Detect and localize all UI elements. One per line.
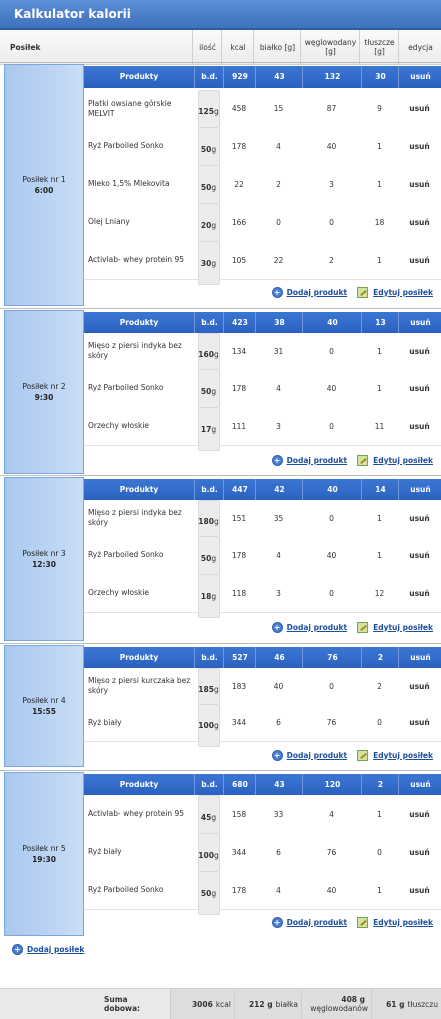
product-carbs: 40: [326, 885, 337, 895]
meal-time: 9:30: [34, 393, 54, 402]
totals-fat: 13: [361, 312, 399, 334]
amount-cell: [194, 833, 223, 871]
edit-meal-button[interactable]: [347, 750, 433, 761]
product-fat: 1: [377, 550, 382, 560]
pencil-icon: [357, 917, 368, 928]
amount-unit: g: [211, 591, 217, 601]
product-protein: 4: [276, 383, 281, 393]
product-name: Ryż Parboiled Sonko: [88, 550, 164, 559]
meal-totals-row: [84, 774, 441, 796]
product-kcal: 151: [231, 513, 247, 523]
product-row: [84, 165, 441, 204]
plus-icon: +: [272, 287, 283, 298]
totals-carbs: 40: [302, 479, 362, 501]
product-fat: 1: [377, 383, 382, 393]
add-product-label: Dodaj produkt: [286, 917, 348, 927]
product-fat: 0: [377, 847, 382, 857]
meal-label-panel: [4, 310, 84, 474]
meal-actions: [272, 284, 433, 300]
add-product-label: Dodaj produkt: [286, 622, 348, 632]
product-protein: 4: [276, 141, 281, 151]
amount-cell: [194, 90, 223, 127]
delete-product-link[interactable]: usuń: [409, 141, 430, 151]
product-protein: 3: [276, 421, 281, 431]
amount-value: 30: [200, 258, 212, 268]
product-row: [84, 795, 441, 834]
amount-cell: [194, 241, 223, 279]
meal-separator: [0, 475, 441, 476]
amount-unit: g: [211, 144, 217, 154]
meal-separator: [0, 770, 441, 771]
product-kcal: 118: [231, 588, 247, 598]
edit-meal-label: Edytuj posiłek: [373, 287, 433, 297]
totals-label: Produkty: [119, 780, 159, 789]
meal-totals-row: [84, 66, 441, 88]
header-meal: Posiłek: [10, 42, 41, 52]
plus-icon: +: [272, 750, 283, 761]
totals-del[interactable]: usuń: [398, 774, 441, 796]
pencil-icon: [357, 750, 368, 761]
totals-fat: 2: [361, 774, 399, 796]
amount-unit: g: [213, 516, 219, 526]
delete-product-link[interactable]: usuń: [409, 588, 430, 598]
amount-cell: [194, 407, 223, 445]
product-protein: 6: [276, 847, 281, 857]
add-meal-label: Dodaj posiłek: [27, 945, 85, 954]
totals-protein: 42: [255, 479, 303, 501]
totals-protein: 43: [255, 66, 303, 88]
product-protein: 6: [276, 718, 281, 727]
summary-fat-unit: tłuszczu: [407, 999, 438, 1009]
delete-product-link[interactable]: usuń: [409, 718, 430, 727]
totals-amount: b.d.: [194, 66, 224, 88]
amount-field[interactable]: [198, 407, 220, 451]
product-fat: 12: [374, 588, 385, 598]
amount-cell: [194, 203, 223, 241]
meal-time: 6:00: [34, 186, 54, 195]
delete-product-link[interactable]: usuń: [409, 255, 430, 265]
amount-cell: [194, 127, 223, 165]
add-product-label: Dodaj produkt: [286, 287, 348, 297]
product-row: [84, 500, 441, 537]
totals-amount: b.d.: [194, 774, 224, 796]
product-kcal: 183: [231, 681, 247, 691]
meal-label-panel: [4, 477, 84, 641]
product-fat: 1: [377, 885, 382, 895]
amount-value: 100: [198, 721, 214, 730]
amount-unit: g: [211, 386, 217, 396]
product-protein: 2: [276, 179, 281, 189]
totals-del[interactable]: usuń: [398, 647, 441, 669]
amount-unit: g: [213, 349, 219, 359]
totals-del[interactable]: usuń: [398, 479, 441, 501]
totals-protein: 46: [255, 647, 303, 669]
product-name: Ryż biały: [88, 717, 122, 727]
summary-fat-value: 61 g: [386, 999, 405, 1009]
product-kcal: 134: [231, 346, 247, 356]
totals-amount: b.d.: [194, 647, 224, 669]
meal-actions: [272, 619, 433, 635]
product-fat: 1: [377, 179, 382, 189]
summary-carbs-unit: węglowodanów: [310, 1004, 368, 1013]
meal-name: Posiłek nr 1: [22, 175, 66, 184]
product-fat: 1: [377, 255, 382, 265]
edit-meal-label: Edytuj posiłek: [373, 750, 433, 760]
totals-label: Produkty: [119, 485, 159, 494]
amount-value: 18: [200, 591, 212, 601]
product-kcal: 178: [231, 383, 247, 393]
product-carbs: 0: [329, 513, 334, 523]
product-row: [84, 203, 441, 242]
product-carbs: 0: [329, 681, 334, 691]
amount-cell: [194, 333, 223, 369]
product-protein: 31: [273, 346, 284, 356]
summary-protein: [234, 989, 302, 1019]
add-product-button[interactable]: [272, 455, 348, 466]
header-protein: białko [g]: [253, 30, 301, 64]
totals-label: Produkty: [119, 318, 159, 327]
header-edit: edycja: [398, 30, 441, 64]
totals-kcal: 527: [223, 647, 256, 669]
amount-unit: g: [213, 850, 219, 860]
amount-value: 20: [200, 220, 212, 230]
product-carbs: 40: [326, 383, 337, 393]
delete-product-link[interactable]: usuń: [409, 550, 430, 560]
product-carbs: 2: [329, 255, 334, 265]
header-carbs: węglowodany [g]: [300, 30, 360, 64]
meal-time: 19:30: [32, 855, 56, 864]
product-name: Orzechy włoskie: [88, 588, 150, 597]
edit-meal-button[interactable]: [347, 287, 433, 298]
amount-value: 185: [198, 684, 214, 694]
product-kcal: 166: [231, 217, 247, 227]
pencil-icon: [357, 455, 368, 466]
product-carbs: 40: [326, 141, 337, 151]
amount-unit: g: [213, 684, 219, 694]
totals-kcal: 929: [223, 66, 256, 88]
amount-unit: g: [211, 812, 217, 822]
summary-kcal-value: 3006: [191, 999, 213, 1009]
product-protein: 33: [273, 809, 284, 819]
product-fat: 1: [377, 809, 382, 819]
add-product-label: Dodaj produkt: [286, 750, 348, 760]
product-name: Ryż biały: [88, 847, 122, 856]
summary-protein-value: 212 g: [248, 999, 273, 1009]
amount-cell: [194, 704, 223, 741]
edit-meal-label: Edytuj posiłek: [373, 622, 433, 632]
delete-product-link[interactable]: usuń: [409, 513, 430, 523]
pencil-icon: [357, 622, 368, 633]
product-protein: 4: [276, 550, 281, 560]
amount-value: 17: [200, 424, 212, 434]
meal-label-panel: [4, 645, 84, 767]
plus-icon: +: [12, 944, 23, 955]
add-meal-button[interactable]: [12, 944, 84, 955]
edit-meal-button[interactable]: [347, 622, 433, 633]
totals-label: Produkty: [119, 72, 159, 81]
delete-product-link[interactable]: usuń: [409, 104, 430, 113]
add-product-button[interactable]: [272, 622, 348, 633]
amount-cell: [194, 795, 223, 833]
meal-actions: [272, 914, 433, 930]
product-name: Activlab- whey protein 95: [88, 809, 185, 818]
amount-value: 50: [200, 553, 212, 563]
totals-carbs: 40: [302, 312, 362, 334]
edit-meal-label: Edytuj posiłek: [373, 455, 433, 465]
product-kcal: 458: [231, 104, 247, 113]
summary-kcal: [170, 989, 235, 1019]
amount-field[interactable]: [198, 574, 220, 618]
totals-fat: 2: [361, 647, 399, 669]
meal-time: 15:55: [32, 707, 56, 716]
product-protein: 3: [276, 588, 281, 598]
product-kcal: 344: [231, 847, 247, 857]
header-kcal: kcal: [221, 30, 254, 64]
add-product-label: Dodaj produkt: [286, 455, 348, 465]
product-kcal: 178: [231, 550, 247, 560]
amount-cell: [194, 536, 223, 574]
product-name: Mleko 1,5% Mlekovita: [88, 179, 170, 188]
product-name: Olej Lniany: [88, 217, 130, 226]
product-row: [84, 536, 441, 575]
amount-cell: [194, 574, 223, 612]
daily-summary: [0, 988, 441, 1019]
product-fat: 1: [377, 141, 382, 151]
product-kcal: 22: [234, 179, 244, 189]
delete-product-link[interactable]: usuń: [409, 885, 430, 895]
totals-fat: 30: [361, 66, 399, 88]
app-title: Kalkulator kalorii: [0, 0, 441, 30]
product-carbs: 0: [329, 217, 334, 227]
meal-totals-row: [84, 312, 441, 334]
totals-del[interactable]: usuń: [398, 66, 441, 88]
product-row: [84, 90, 441, 128]
amount-field[interactable]: [198, 871, 220, 915]
product-fat: 2: [377, 681, 382, 691]
amount-cell: [194, 369, 223, 407]
product-row: [84, 333, 441, 370]
product-protein: 4: [276, 885, 281, 895]
product-row: [84, 241, 441, 280]
product-carbs: 0: [329, 346, 334, 356]
edit-meal-button[interactable]: [347, 455, 433, 466]
delete-product-link[interactable]: usuń: [409, 809, 430, 819]
amount-cell: [194, 668, 223, 704]
product-fat: 9: [377, 104, 382, 113]
product-fat: 11: [374, 421, 385, 431]
product-fat: 1: [377, 346, 382, 356]
meal-label-panel: [4, 772, 84, 936]
meal-name: Posiłek nr 4: [22, 696, 66, 705]
pencil-icon: [357, 287, 368, 298]
table-header: [0, 30, 441, 65]
product-protein: 15: [273, 104, 284, 113]
product-fat: 18: [374, 217, 385, 227]
product-name: Mięso z piersi indyka bez skóry: [88, 341, 182, 360]
product-name: Ryż Parboiled Sonko: [88, 141, 164, 150]
product-row: [84, 833, 441, 872]
product-fat: 0: [377, 718, 382, 727]
totals-amount: b.d.: [194, 312, 224, 334]
totals-kcal: 423: [223, 312, 256, 334]
amount-cell: [194, 165, 223, 203]
product-kcal: 105: [231, 255, 247, 265]
product-protein: 22: [273, 255, 284, 265]
delete-product-link[interactable]: usuń: [409, 847, 430, 857]
product-carbs: 40: [326, 550, 337, 560]
product-kcal: 344: [231, 718, 247, 727]
amount-unit: g: [211, 888, 217, 898]
product-row: [84, 871, 441, 910]
product-kcal: 158: [231, 809, 247, 819]
amount-value: 50: [200, 182, 212, 192]
amount-unit: g: [211, 553, 217, 563]
meal-separator: [0, 643, 441, 644]
header-fat: tłuszcze [g]: [359, 30, 399, 64]
meal-totals-row: [84, 479, 441, 501]
product-carbs: 76: [326, 847, 337, 857]
edit-meal-label: Edytuj posiłek: [373, 917, 433, 927]
product-carbs: 4: [329, 809, 334, 819]
meal-time: 12:30: [32, 560, 56, 569]
meal-separator: [0, 308, 441, 309]
product-kcal: 111: [231, 421, 247, 431]
delete-product-link[interactable]: usuń: [409, 179, 430, 189]
delete-product-link[interactable]: usuń: [409, 346, 430, 356]
totals-carbs: 120: [302, 774, 362, 796]
amount-cell: [194, 500, 223, 536]
product-name: Płatki owsiane górskie MELVIT: [88, 98, 172, 118]
product-carbs: 0: [329, 421, 334, 431]
summary-label: Suma dobowa:: [104, 995, 141, 1013]
meal-name: Posiłek nr 3: [22, 549, 66, 558]
totals-protein: 43: [255, 774, 303, 796]
meal-name: Posiłek nr 2: [22, 382, 66, 391]
product-protein: 40: [273, 681, 284, 691]
product-row: [84, 574, 441, 613]
totals-carbs: 76: [302, 647, 362, 669]
delete-product-link[interactable]: usuń: [409, 681, 430, 691]
product-protein: 0: [276, 217, 281, 227]
amount-unit: g: [213, 107, 219, 116]
product-name: Ryż Parboiled Sonko: [88, 383, 164, 392]
summary-fat: [371, 989, 441, 1019]
totals-del[interactable]: usuń: [398, 312, 441, 334]
add-product-button[interactable]: [272, 917, 348, 928]
meal-label-panel: [4, 64, 84, 306]
amount-unit: g: [213, 721, 219, 730]
amount-unit: g: [211, 258, 217, 268]
add-product-button[interactable]: [272, 750, 348, 761]
amount-value: 180: [198, 516, 214, 526]
totals-carbs: 132: [302, 66, 362, 88]
product-protein: 35: [273, 513, 284, 523]
amount-value: 50: [200, 144, 212, 154]
header-amount: ilość: [192, 30, 222, 64]
product-carbs: 3: [329, 179, 334, 189]
product-carbs: 76: [326, 718, 337, 727]
amount-value: 160: [198, 349, 214, 359]
add-product-button[interactable]: [272, 287, 348, 298]
amount-unit: g: [211, 182, 217, 192]
product-carbs: 87: [326, 104, 337, 113]
totals-kcal: 447: [223, 479, 256, 501]
product-row: [84, 407, 441, 446]
delete-product-link[interactable]: usuń: [409, 383, 430, 393]
product-name: Ryż Parboiled Sonko: [88, 885, 164, 894]
product-kcal: 178: [231, 885, 247, 895]
plus-icon: +: [272, 622, 283, 633]
meal-actions: [272, 452, 433, 468]
totals-kcal: 680: [223, 774, 256, 796]
plus-icon: +: [272, 917, 283, 928]
product-row: [84, 668, 441, 705]
meal-actions: [272, 747, 433, 763]
product-kcal: 178: [231, 141, 247, 151]
amount-value: 125: [198, 107, 214, 116]
product-row: [84, 127, 441, 166]
amount-value: 100: [198, 850, 214, 860]
totals-label: Produkty: [119, 653, 159, 662]
totals-fat: 14: [361, 479, 399, 501]
summary-kcal-unit: kcal: [215, 999, 231, 1009]
delete-product-link[interactable]: usuń: [409, 217, 430, 227]
product-row: [84, 369, 441, 408]
totals-protein: 38: [255, 312, 303, 334]
amount-value: 45: [200, 812, 212, 822]
product-fat: 1: [377, 513, 382, 523]
meal-name: Posiłek nr 5: [22, 844, 66, 853]
amount-value: 50: [200, 888, 212, 898]
summary-protein-unit: białka: [275, 999, 298, 1009]
amount-unit: g: [211, 220, 217, 230]
delete-product-link[interactable]: usuń: [409, 421, 430, 431]
amount-value: 50: [200, 386, 212, 396]
totals-amount: b.d.: [194, 479, 224, 501]
amount-unit: g: [211, 424, 217, 434]
amount-cell: [194, 871, 223, 909]
edit-meal-button[interactable]: [347, 917, 433, 928]
meal-totals-row: [84, 647, 441, 669]
plus-icon: +: [272, 455, 283, 466]
amount-field[interactable]: [198, 241, 220, 285]
product-name: Mięso z piersi kurczaka bez skóry: [88, 676, 191, 695]
product-row: [84, 704, 441, 742]
meal-separator: [0, 62, 441, 63]
amount-field[interactable]: [198, 704, 220, 747]
summary-carbs: [301, 989, 372, 1019]
product-name: Mięso z piersi indyka bez skóry: [88, 508, 182, 527]
product-carbs: 0: [329, 588, 334, 598]
product-name: Activlab- whey protein 95: [88, 255, 185, 264]
summary-carbs-value: 408 g: [341, 995, 365, 1004]
product-name: Orzechy włoskie: [88, 421, 150, 430]
